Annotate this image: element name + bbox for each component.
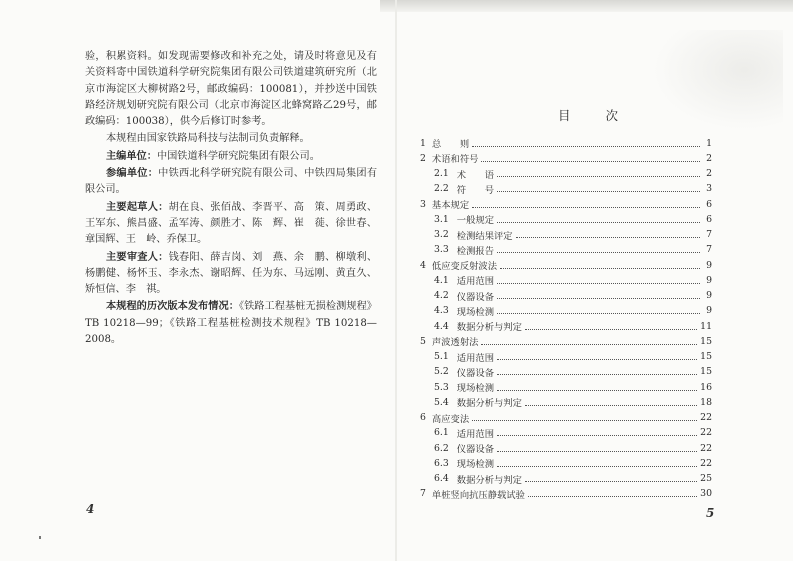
right-page-number: 5 (706, 506, 715, 520)
toc-entry[interactable] (420, 197, 712, 211)
toc-leader-dots (497, 353, 697, 360)
toc-entry[interactable] (420, 151, 712, 165)
toc-leader-dots (481, 155, 700, 162)
toc-entry[interactable] (420, 350, 712, 364)
toc-leader-dots (472, 201, 700, 208)
toc-entry-title: 高应变法 (431, 413, 470, 425)
toc-entry[interactable] (420, 472, 712, 486)
participating-value: 中铁西北科学研究院有限公司、中铁四局集团有限公司。 (85, 168, 378, 196)
preface-text-block (85, 48, 377, 348)
participating-units (85, 165, 377, 199)
toc-entry-page: 22 (700, 412, 712, 423)
toc-entry-number: 4 (420, 259, 426, 271)
toc-entry-title: 术 语 (456, 169, 494, 181)
toc-entry-title: 符 号 (456, 184, 494, 196)
toc-entry-title: 总 则 (431, 139, 470, 150)
toc-entry-page: 9 (706, 274, 712, 286)
toc-entry-page: 18 (700, 396, 712, 408)
toc-entry-page: 15 (700, 335, 712, 347)
toc-entry[interactable] (420, 487, 712, 501)
toc-entry-title: 数据分析与判定 (456, 398, 522, 410)
toc-entry-number: 5.4 (434, 396, 449, 408)
toc-entry[interactable] (420, 365, 712, 379)
toc-entry-number: 4.2 (434, 290, 449, 301)
toc-entry-page: 15 (700, 366, 712, 378)
toc-entry-page: 6 (706, 213, 712, 225)
toc-entry-number: 4.1 (434, 274, 449, 286)
toc-entry-number: 4.3 (434, 305, 449, 317)
toc-entry-title: 一般规定 (456, 215, 494, 227)
toc-entry-title: 基本规定 (431, 200, 470, 211)
toc-entry[interactable] (420, 212, 712, 226)
toc-leader-dots (497, 445, 697, 452)
toc-entry-title: 仪器设备 (456, 367, 494, 379)
chief-editor-value: 中国铁道科学研究院集团有限公司。 (156, 150, 320, 162)
toc-entry-title: 现场检测 (456, 306, 494, 318)
toc-entry[interactable] (420, 395, 712, 409)
toc-entry-title: 单桩竖向抗压静载试验 (431, 489, 525, 501)
toc-entry-number: 6.3 (434, 457, 449, 469)
chief-editor-unit (85, 148, 377, 165)
toc-entry-number: 3 (420, 198, 426, 210)
toc-entry-page: 2 (706, 168, 712, 179)
left-page-number: 4 (86, 502, 95, 516)
scan-top-edge (380, 0, 793, 12)
main-reviewers (85, 249, 377, 299)
version-history-value: 《铁路工程基桩无损检测规程》TB 10218—99；《铁路工程基桩检测技术规程》TB 10218—2008。 (85, 301, 377, 346)
toc-leader-dots (497, 185, 700, 192)
toc-entry-number: 6.2 (434, 442, 449, 454)
toc-leader-dots (525, 399, 697, 406)
toc-entry-number: 5.1 (434, 351, 449, 362)
toc-entry-page: 7 (706, 244, 712, 256)
toc-entry-number: 5.2 (434, 366, 449, 378)
toc-entry-title: 仪器设备 (456, 291, 494, 303)
toc-entry-number: 2.2 (434, 183, 449, 195)
toc-entry[interactable] (420, 243, 712, 257)
toc-leader-dots (497, 368, 697, 375)
toc-leader-dots (497, 307, 700, 314)
main-drafters (85, 199, 377, 249)
toc-entry[interactable] (420, 304, 712, 318)
toc-leader-dots (497, 384, 697, 391)
toc-entry-number: 2.1 (434, 168, 449, 179)
toc-leader-dots (472, 414, 697, 421)
toc-entry-number: 3.2 (434, 229, 449, 240)
toc-entry-page: 7 (706, 229, 712, 240)
toc-entry-title: 适用范围 (456, 352, 494, 364)
toc-entry-page: 25 (700, 473, 712, 484)
scan-shadow (653, 30, 783, 130)
toc-entry-page: 30 (700, 488, 712, 500)
toc-entry-number: 6.1 (434, 427, 449, 439)
toc-entry-title: 适用范围 (456, 428, 494, 440)
toc-entry[interactable] (420, 456, 712, 470)
toc-leader-dots (472, 140, 700, 147)
toc-leader-dots (497, 292, 700, 299)
toc-entry-number: 7 (420, 488, 426, 500)
toc-entry[interactable] (420, 426, 712, 440)
toc-leader-dots (497, 277, 700, 284)
toc-entry[interactable] (420, 167, 712, 181)
toc-entry-title: 现场检测 (456, 459, 494, 471)
toc-entry[interactable] (420, 441, 712, 455)
toc-entry-number: 1 (420, 137, 426, 149)
toc-entry-number: 6.4 (434, 473, 449, 484)
toc-entry-number: 2 (420, 152, 426, 164)
toc-entry-number: 3.3 (434, 244, 449, 256)
toc-entry-page: 15 (700, 351, 712, 362)
toc-leader-dots (481, 338, 697, 345)
toc-entry-title: 术语和符号 (431, 154, 479, 166)
toc-entry-title: 声波透射法 (431, 337, 479, 349)
toc-entry-title: 数据分析与判定 (456, 474, 522, 486)
toc-entry-title: 低应变反射波法 (431, 261, 498, 272)
toc-entry-number: 3.1 (434, 213, 449, 225)
toc-entry-page: 22 (700, 457, 712, 469)
toc-entry-page: 9 (706, 305, 712, 317)
reviewers-value: 钱春阳、薛吉岗、刘 燕、余 鹏、柳墩利、杨鹏健、杨怀玉、李永杰、谢昭辉、任为东、马远刚、黄直久、矫恒信、李 祺。 (85, 251, 378, 296)
toc-leader-dots (528, 490, 697, 497)
toc-entry[interactable] (420, 319, 712, 333)
toc-entry-title: 检测报告 (456, 245, 494, 257)
toc-heading (541, 106, 636, 124)
toc-leader-dots (497, 170, 700, 177)
reviewers-label: 主要审查人： (106, 250, 169, 263)
toc-entry-title: 现场检测 (456, 383, 494, 394)
drafters-label: 主要起草人： (106, 200, 169, 213)
toc-entry[interactable] (420, 273, 712, 287)
toc-heading-char-1: 目 (558, 108, 572, 123)
version-history (85, 298, 377, 348)
toc-leader-dots (497, 429, 697, 436)
toc-entry-page: 1 (706, 137, 712, 149)
toc-leader-dots (525, 475, 697, 482)
toc-entry-title: 仪器设备 (456, 444, 494, 455)
chief-editor-label: 主编单位： (106, 149, 157, 162)
toc-entry[interactable] (420, 289, 712, 303)
toc-entry-number: 6 (420, 412, 426, 423)
toc-leader-dots (497, 216, 700, 223)
toc-entry-page: 9 (706, 290, 712, 301)
toc-entry-page: 22 (700, 427, 712, 439)
toc-entry-title: 适用范围 (456, 276, 494, 288)
toc-entry[interactable] (420, 258, 712, 272)
toc-entry-title: 检测结果评定 (456, 230, 513, 242)
version-history-label: 本规程的历次版本发布情况： (106, 300, 239, 313)
toc-entry-number: 5 (420, 335, 426, 347)
toc-entry[interactable] (420, 334, 712, 348)
participating-label: 参编单位： (106, 167, 159, 180)
toc-entry[interactable] (420, 182, 712, 196)
toc-leader-dots (516, 231, 700, 238)
interpretation-text: 本规程由国家铁路局科技与法制司负责解释。 (106, 133, 310, 145)
toc-entry-page: 22 (700, 442, 712, 454)
toc-entry-page: 2 (706, 152, 712, 164)
toc-leader-dots (497, 460, 697, 467)
scan-speck (39, 536, 41, 539)
toc-entry-page: 9 (706, 259, 712, 271)
toc-entry-page: 3 (706, 183, 712, 195)
preface-paragraph (85, 48, 377, 130)
interpretation-line (85, 130, 377, 147)
toc-entry-title: 数据分析与判定 (456, 322, 522, 333)
toc-leader-dots (525, 323, 697, 330)
toc-entry[interactable] (420, 380, 712, 394)
drafters-value: 胡在良、张佰战、李晋平、高 策、周勇政、王军东、熊昌盛、孟军涛、颜胜才、陈 辉、崔 蓰、徐世春、章国辉、王 岭、乔保卫。 (85, 201, 378, 246)
toc-entry[interactable] (420, 136, 712, 150)
toc-entry-page: 16 (700, 381, 712, 393)
toc-entry-number: 4.4 (434, 320, 449, 332)
toc-entry-page: 6 (706, 198, 712, 210)
preface-paragraph-text: 验，积累资料。如发现需要修改和补充之处，请及时将意见及有关资料寄中国铁道科学研究院集团有限公司铁道建筑研究所（北京市海淀区大柳树路2号，邮政编码：100081），并抄送中国铁路经济规划研究院有限公司（北京市海淀区北蜂窝路乙29号，邮政编码：100038），供今后修订时参考。 (85, 51, 377, 128)
toc-leader-dots (497, 246, 700, 253)
toc-entry-page: 11 (700, 320, 712, 332)
toc-leader-dots (500, 262, 700, 269)
left-page (0, 0, 396, 561)
toc-entry[interactable] (420, 411, 712, 425)
toc-entry[interactable] (420, 228, 712, 242)
toc-heading-char-2: 次 (605, 108, 620, 123)
toc-entry-number: 5.3 (434, 381, 449, 393)
